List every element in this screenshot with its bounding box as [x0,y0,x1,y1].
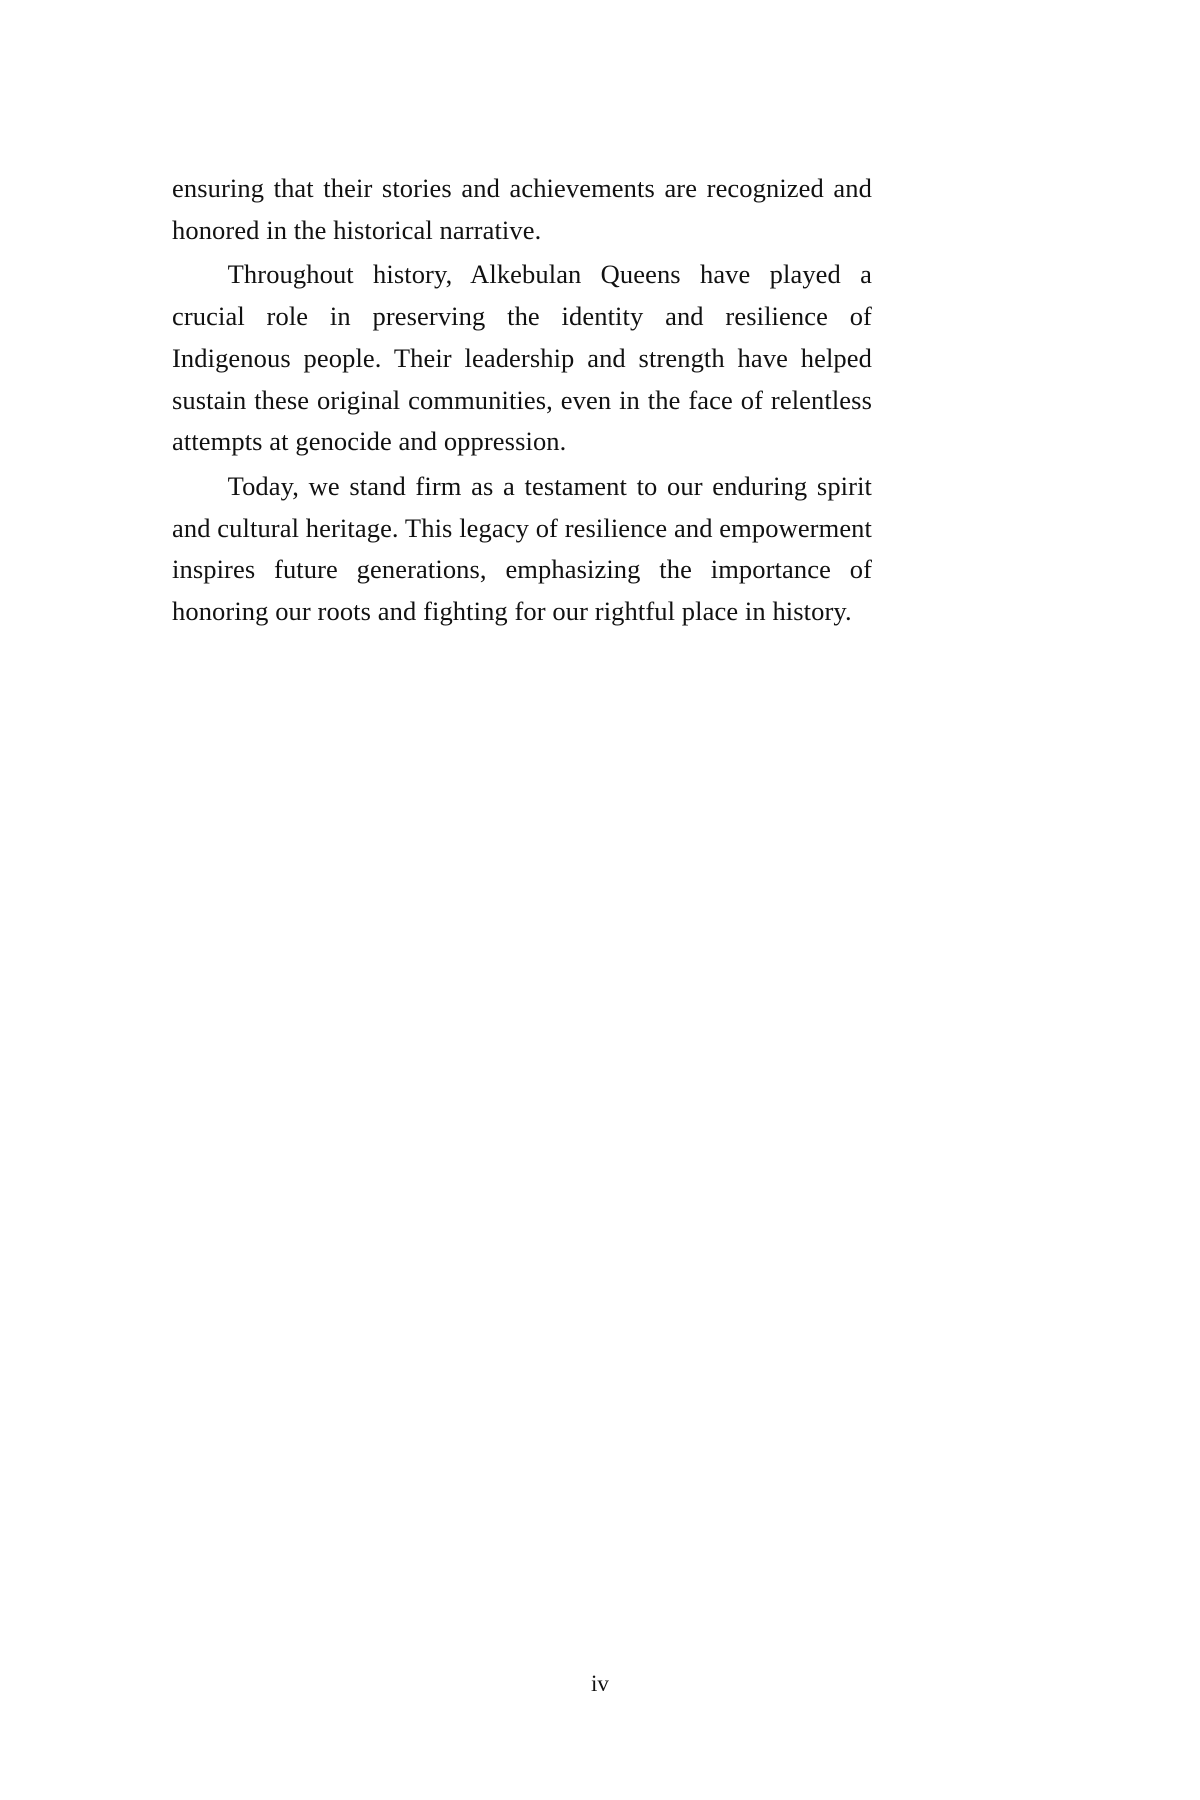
page-footer [0,1672,1200,1696]
paragraph-1: ensuring that their stories and achievements are recognized and honored in the historical narrative. [172,173,872,245]
page-number: iv [591,1671,609,1696]
paragraph-2: Throughout history, Alkebulan Queens have played a crucial role in preserving the identity and resilience of Indigenous people. Their leadership and strength have helped sustain these original communities, even in the face of relentless attempts at genocide and oppression. [172,259,872,457]
paragraph-3: Today, we stand firm as a testament to our enduring spirit and cultural heritage. This legacy of resilience and empowerment inspires future generations, emphasizing the importance of honoring our roots and fighting for our rightful place in history. [172,470,872,627]
page-body-text [172,168,872,636]
